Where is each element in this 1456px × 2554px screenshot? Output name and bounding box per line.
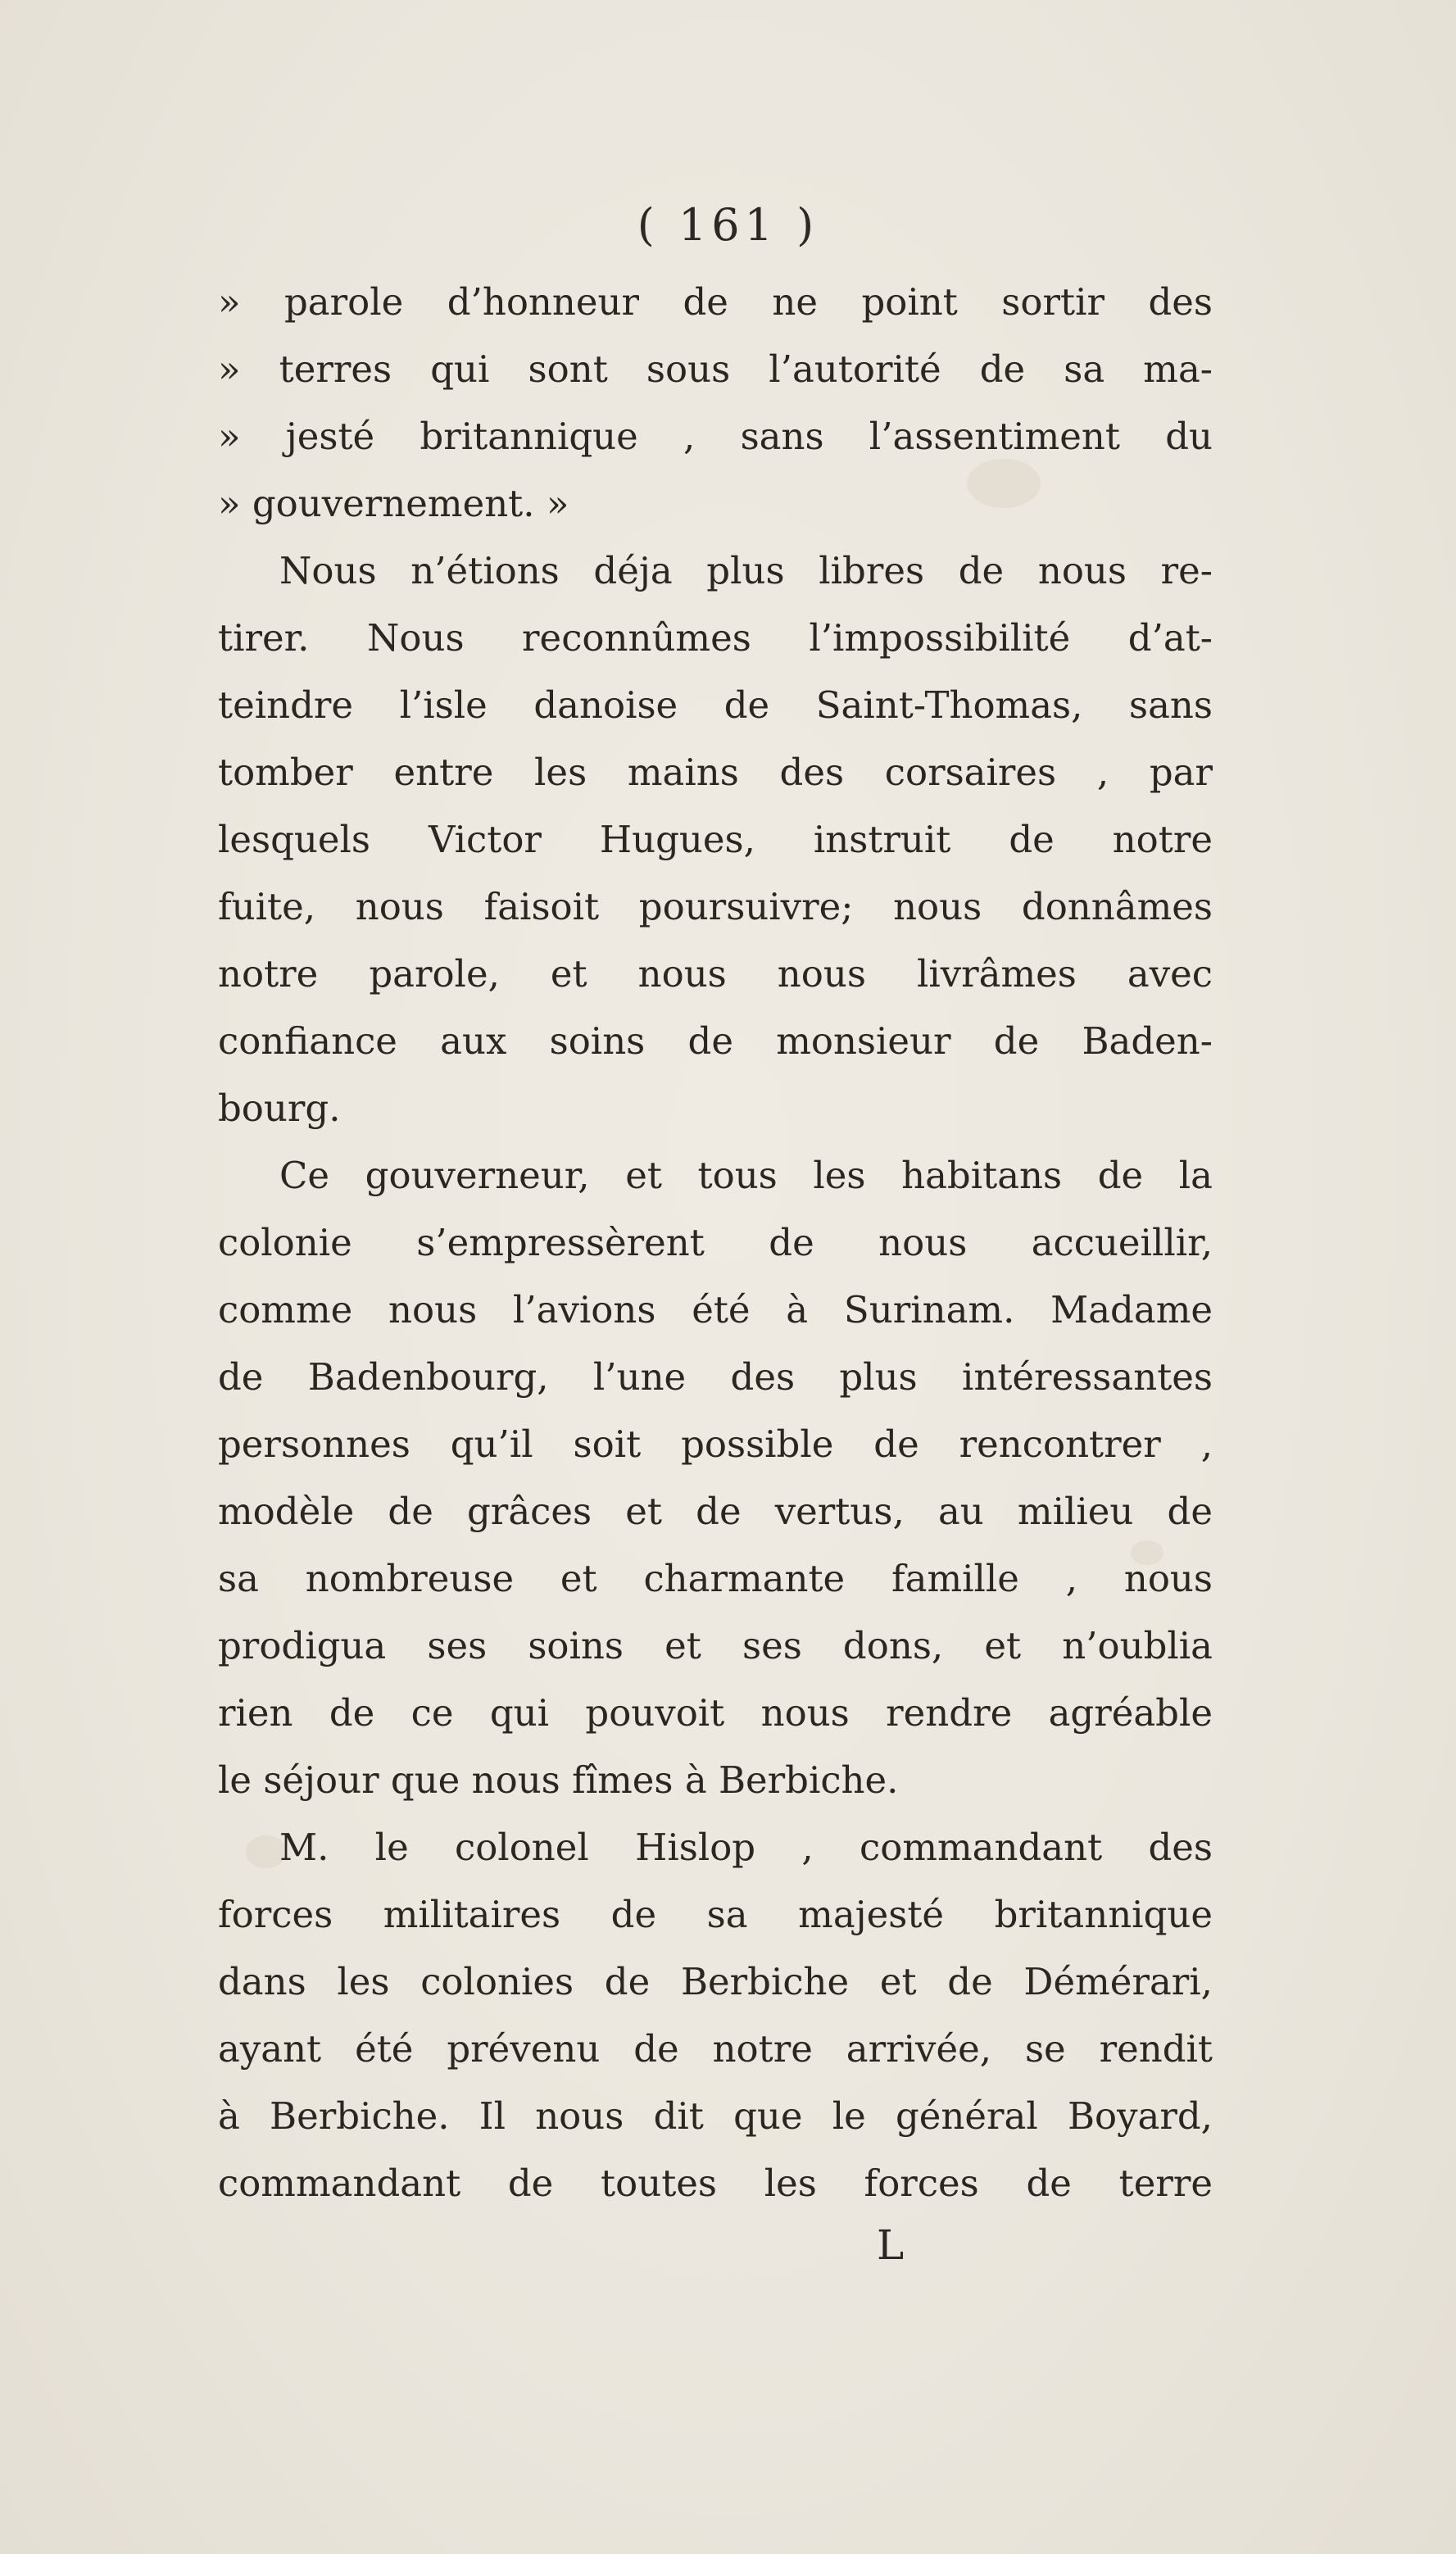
paragraph-start-line: Ce gouverneur, et tous les habitans de la — [279, 1154, 1213, 1197]
text-line: » jesté britannique , sans l’assentiment du — [218, 415, 1213, 458]
text-line: » terres qui sont sous l’autorité de sa ma- — [218, 347, 1213, 391]
paragraph-start-line: M. le colonel Hislop , commandant des — [279, 1826, 1213, 1869]
text-line: ayant été prévenu de notre arrivée, se rendit — [218, 2027, 1213, 2071]
text-line: comme nous l’avions été à Surinam. Madame — [218, 1288, 1213, 1331]
text-line: fuite, nous faisoit poursuivre; nous donnâmes — [218, 885, 1213, 928]
text-line: rien de ce qui pouvoit nous rendre agréable — [218, 1691, 1213, 1735]
text-line: de Badenbourg, l’une des plus intéressantes — [218, 1355, 1213, 1399]
text-line: lesquels Victor Hugues, instruit de notre — [218, 818, 1213, 861]
text-line: forces militaires de sa majesté britannique — [218, 1893, 1213, 1936]
text-line: notre parole, et nous nous livrâmes avec — [218, 952, 1213, 996]
signature-mark: L — [877, 2221, 905, 2269]
text-line: commandant de toutes les forces de terre — [218, 2162, 1213, 2205]
text-line: le séjour que nous fîmes à Berbiche. — [218, 1758, 899, 1802]
text-line: confiance aux soins de monsieur de Baden- — [218, 1019, 1213, 1063]
text-line: tirer. Nous reconnûmes l’impossibilité d’at- — [218, 616, 1213, 660]
body-text — [218, 269, 1213, 2217]
paragraph-start-line: Nous n’étions déja plus libres de nous re- — [279, 549, 1213, 592]
text-line: prodigua ses soins et ses dons, et n’oublia — [218, 1624, 1213, 1667]
text-line: tomber entre les mains des corsaires , par — [218, 751, 1213, 794]
text-line: modèle de grâces et de vertus, au milieu de — [218, 1490, 1213, 1533]
text-line: personnes qu’il soit possible de rencontrer , — [218, 1422, 1213, 1466]
page-number: ( 161 ) — [637, 199, 819, 251]
text-line: bourg. — [218, 1086, 341, 1130]
text-line: à Berbiche. Il nous dit que le général Boyard, — [218, 2094, 1213, 2138]
text-line: colonie s’empressèrent de nous accueillir, — [218, 1221, 1213, 1264]
text-line: » gouvernement. » — [218, 482, 569, 525]
text-line: » parole d’honneur de ne point sortir des — [218, 280, 1213, 324]
text-line: sa nombreuse et charmante famille , nous — [218, 1557, 1213, 1600]
text-line: teindre l’isle danoise de Saint-Thomas, sans — [218, 683, 1213, 727]
text-line: dans les colonies de Berbiche et de Démérari, — [218, 1960, 1213, 2003]
